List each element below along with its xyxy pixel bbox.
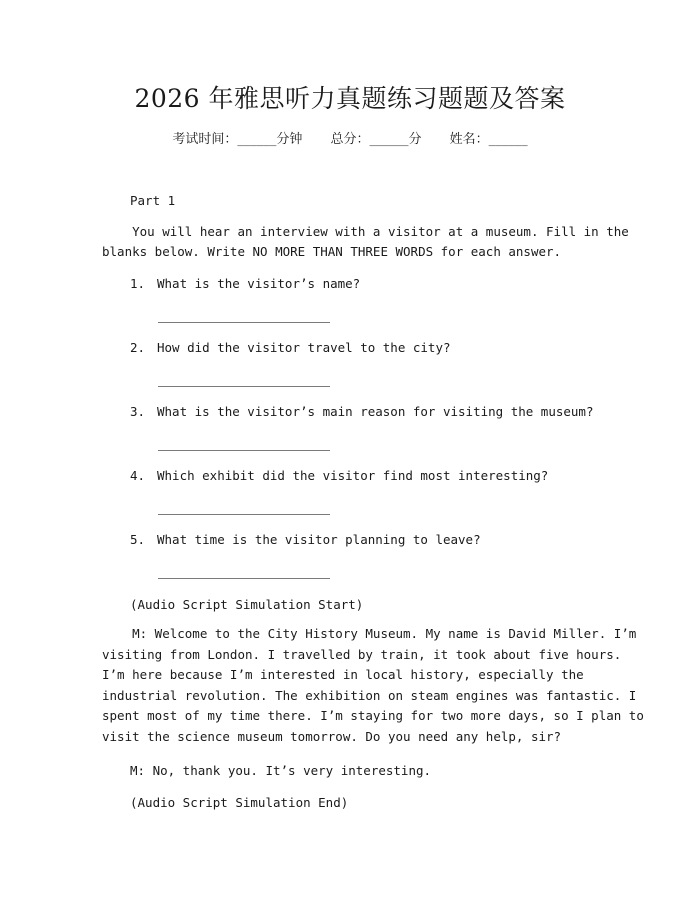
question-4 [130,468,548,483]
answer-blank-5 [158,578,330,579]
answer-blank-4 [158,514,330,515]
script-start-marker: (Audio Script Simulation Start) [130,597,364,612]
answer-blank-2 [158,386,330,387]
exam-time-field: 考试时间：______分钟 [172,132,303,147]
script-end-marker: (Audio Script Simulation End) [130,795,349,810]
part-heading: Part 1 [130,193,176,208]
question-5 [130,532,481,547]
question-2 [130,340,451,355]
script-reply: M: No, thank you. It’s very interesting. [130,763,432,778]
name-field: 姓名：______ [449,132,528,147]
answer-blank-3 [158,450,330,451]
page-title: 2026 年雅思听力真题练习题题及答案 [134,84,566,113]
question-3 [130,404,594,419]
exam-meta [0,130,700,150]
total-score-field: 总分：______分 [330,132,422,147]
question-number: 1. [130,276,146,291]
question-1 [130,276,360,291]
question-text: How did the visitor travel to the city? [157,340,451,355]
instructions-line-2: blanks below. Write NO MORE THAN THREE WORDS for each answer. [102,244,562,259]
script-line: visit the science museum tomorrow. Do you need any help, sir? [102,728,562,744]
question-number: 2. [130,340,146,355]
instructions-line-1: You will hear an interview with a visitor at a museum. Fill in the [102,224,629,239]
question-number: 3. [130,404,146,419]
script-line: spent most of my time there. I’m staying for two more days, so I plan to [102,708,644,724]
audio-script [102,624,644,748]
script-line: industrial revolution. The exhibition on steam engines was fantastic. I [102,687,637,703]
question-number: 5. [130,532,146,547]
instructions [102,222,629,262]
script-line: M: Welcome to the City History Museum. My name is David Miller. I’m [102,626,637,641]
answer-blank-1 [158,322,330,323]
script-line: visiting from London. I travelled by train, it took about five hours. [102,646,622,662]
script-line: I’m here because I’m interested in local history, especially the [102,667,584,683]
question-text: Which exhibit did the visitor find most interesting? [157,468,549,483]
question-text: What is the visitor’s main reason for visiting the museum? [157,404,594,419]
question-number: 4. [130,468,146,483]
question-text: What is the visitor’s name? [157,276,361,291]
question-text: What time is the visitor planning to leave? [157,532,481,547]
